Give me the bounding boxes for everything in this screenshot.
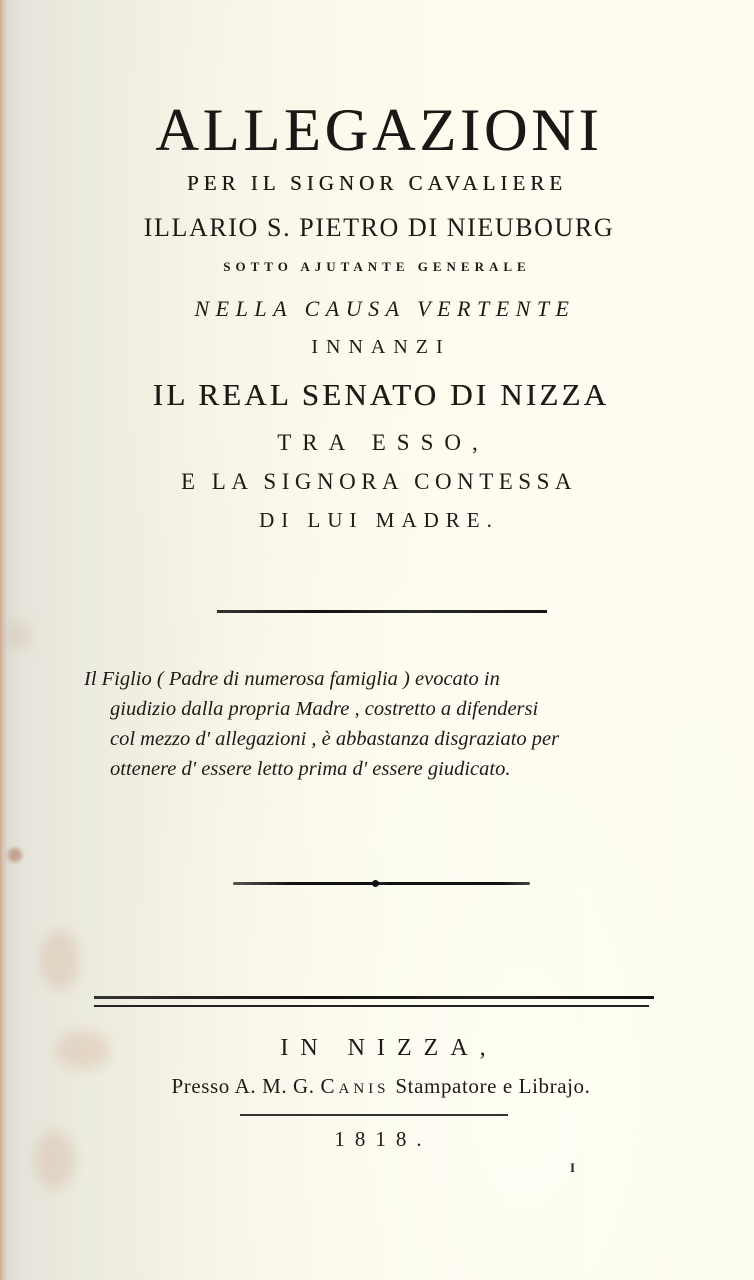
foxing-stain (8, 620, 30, 650)
epigraph-line: Il Figlio ( Padre di numerosa famiglia ) evocato in (84, 668, 500, 690)
divider-rule (217, 610, 547, 613)
foxing-stain (8, 848, 22, 862)
signature-mark: I (570, 1160, 576, 1175)
document-title: ALLEGAZIONI (155, 97, 603, 163)
imprint-rule (240, 1114, 508, 1116)
epigraph-line: giudizio dalla propria Madre , costretto a difendersi (110, 698, 539, 720)
epigraph-line: col mezzo d' allegazioni , è abbastanza disgraziato per (110, 728, 560, 750)
epigraph (84, 664, 684, 784)
printer-prefix: Presso A. M. G. (171, 1074, 315, 1098)
printer-name: Canis (320, 1074, 390, 1098)
ornamental-rule (233, 882, 530, 885)
subtitle-line: E LA SIGNORA CONTESSA (180, 469, 577, 494)
double-rule-bottom (94, 1005, 649, 1007)
imprint-printer (4, 1072, 754, 1100)
double-rule-top (94, 996, 654, 999)
subtitle-line: INNANZI (311, 336, 451, 358)
subtitle-line: TRA ESSO, (277, 430, 489, 455)
ornamental-rule-dot (372, 880, 379, 887)
imprint-place: IN NIZZA, (280, 1035, 498, 1061)
imprint-year: 1818. (334, 1127, 432, 1151)
subtitle-line: ILLARIO S. PIETRO DI NIEUBOURG (143, 213, 615, 242)
subtitle-line: SOTTO AJUTANTE GENERALE (223, 259, 531, 274)
subtitle-line: IL REAL SENATO DI NIZZA (152, 377, 610, 412)
subtitle-line: NELLA CAUSA VERTENTE (194, 296, 576, 321)
subtitle-line: DI LUI MADRE. (259, 508, 499, 532)
epigraph-line: ottenere d' essere letto prima d' essere giudicato. (110, 758, 511, 780)
foxing-stain (40, 930, 80, 990)
printer-suffix: Stampatore e Librajo. (395, 1074, 591, 1098)
subtitle-line: PER IL SIGNOR CAVALIERE (186, 171, 568, 195)
